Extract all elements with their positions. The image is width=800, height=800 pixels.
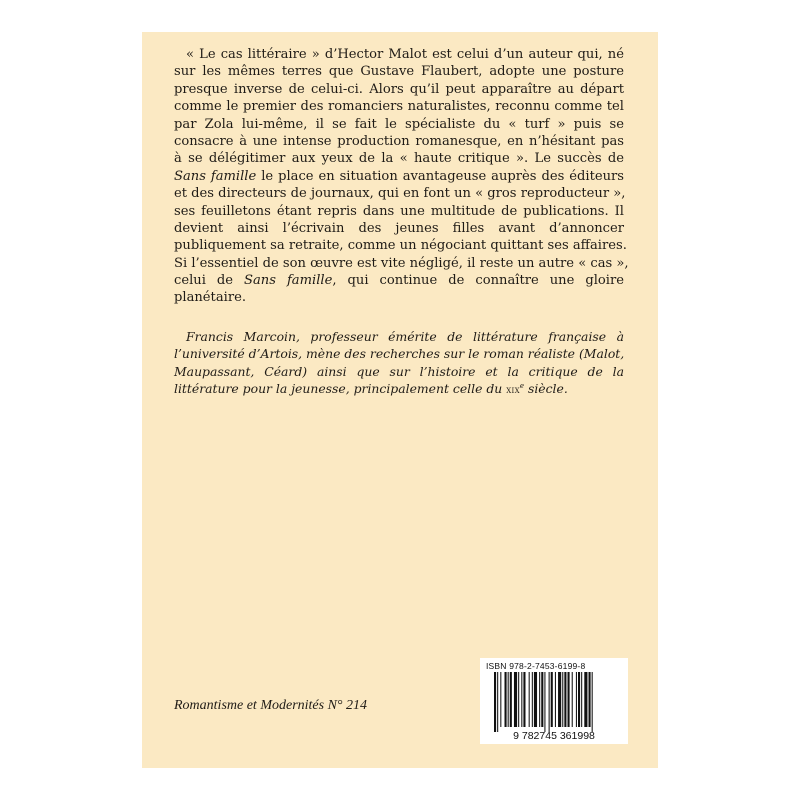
blurb-line-pre: celui de [174,273,245,289]
barcode-bar [539,672,540,727]
bio-line-post: siècle. [524,381,568,397]
bio-line [174,380,624,397]
barcode-bar [510,672,512,727]
barcode-bar [532,672,533,727]
barcode-bar [541,672,543,727]
century-superscript: e [519,382,525,391]
blurb-line: sur les mêmes terres que Gustave Flaubert, adopte une posture [174,64,624,80]
barcode-bar [523,672,525,727]
blurb-line: presque inverse de celui-ci. Alors qu’il peut apparaître au départ [174,81,624,97]
isbn-barcode [480,658,628,744]
century-numeral: xix [506,385,520,397]
barcode-bar [584,672,587,727]
blurb-line: Si l’essentiel de son œuvre est vite négligé, il reste un autre « cas », [174,255,629,271]
barcode-bar [592,672,593,732]
barcode-bar [514,672,517,727]
blurb-line: à se délégitimer aux yeux de la « haute critique ». Le succès de [174,151,624,167]
book-back-cover [142,32,658,768]
barcode-bar [568,672,570,727]
barcode-bar [497,672,498,732]
blurb-line: et des directeurs de journaux, qui en font un « gros reproducteur », [174,186,626,202]
barcode-digits: 9 782745 361998 [513,730,595,742]
barcode-bar [518,672,519,727]
barcode-bar [549,672,550,732]
barcode-bar [500,672,501,727]
barcode-bar [551,672,553,727]
barcode-bar [562,672,563,727]
barcode-bar [572,672,573,727]
bio-line: l’université d’Artois, mène des recherches sur le roman réaliste (Malot, [174,346,625,362]
blurb-line: publiquement sa retraite, comme un négociant quittant ses affaires. [174,238,627,254]
bio-line-pre: littérature pour la jeunesse, principalement celle du [174,381,507,397]
bio-line: Maupassant, Céard) ainsi que sur l’histoire et la critique de la [174,363,624,379]
blurb-line [174,272,624,289]
barcode-bar [578,672,580,727]
barcode-bar [529,672,530,727]
barcode-bar [508,672,509,727]
blurb-line: planétaire. [174,290,246,306]
blurb-line: « Le cas littéraire » d’Hector Malot est celui d’un auteur qui, né [186,47,624,62]
blurb-line: comme le premier des romanciers naturalistes, reconnu comme tel [174,99,624,115]
barcode-bar [581,672,582,727]
blurb-line: par Zola lui-même, il se fait le spécialiste du « turf » puis se [174,116,624,132]
blurb-line [174,168,624,185]
author-bio [174,328,624,398]
barcode-bar [544,672,545,732]
barcode-bar [505,672,507,727]
bio-line: Francis Marcoin, professeur émérite de littérature française à [186,329,624,344]
blurb-line-rest: le place en situation avantageuse auprès des éditeurs [256,168,624,184]
barcode-bar [558,672,561,727]
blurb-line: devient ainsi l’écrivain des jeunes filles avant d’annoncer [174,220,624,236]
barcode-bar [494,672,496,732]
barcode-bar [589,672,591,727]
blurb-text [174,46,629,307]
isbn-label: ISBN 978-2-7453-6199-8 [486,661,586,671]
barcode-bar [521,672,522,727]
blurb-line: ses feuilletons étant repris dans une multitude de publications. Il [174,203,624,219]
barcode-bar [576,672,577,727]
barcode-bar [534,672,537,727]
barcode-bar [555,672,556,727]
series-label: Romantisme et Modernités N° 214 [174,698,368,713]
blurb-line: consacre à une intense production romanesque, en n’hésitant pas [174,133,624,149]
barcode-bar [564,672,566,727]
book-title-sans-famille: Sans famille [244,273,333,289]
blurb-line-rest: , qui continue de connaître une gloire [332,273,624,289]
book-title-sans-famille: Sans famille [174,168,257,184]
barcode-bars [480,672,628,744]
